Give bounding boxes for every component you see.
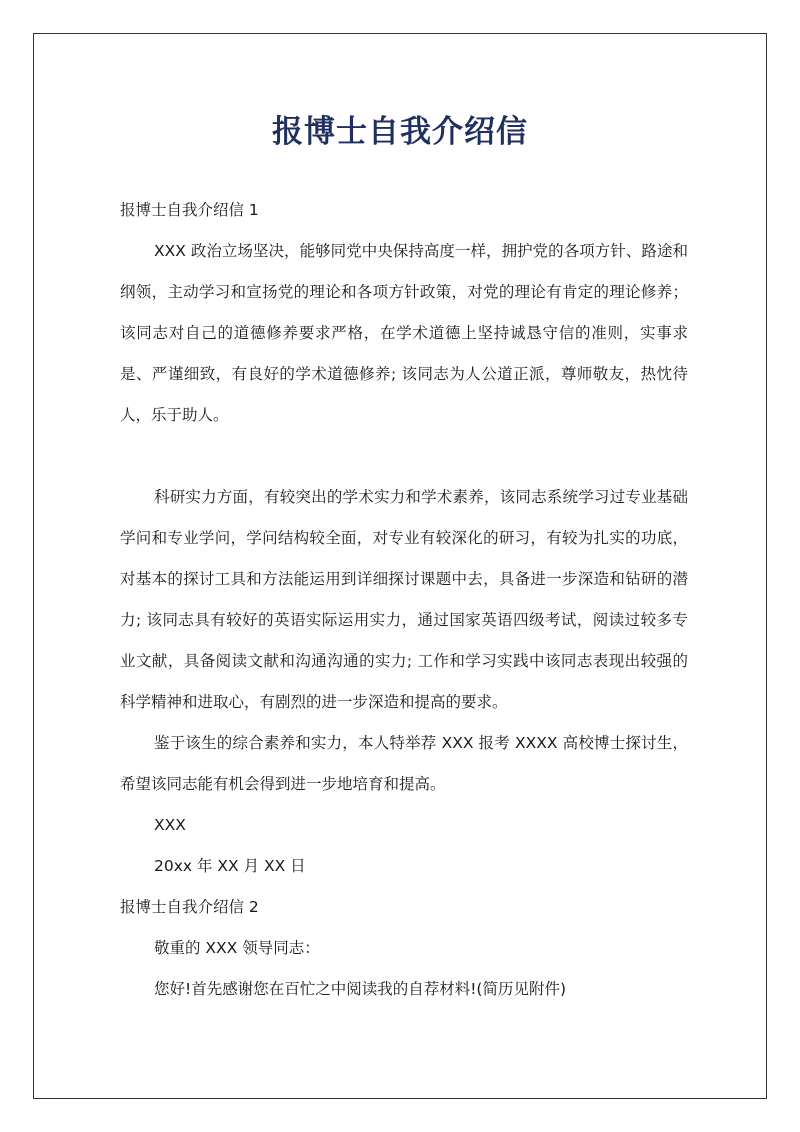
letter-date: 20xx 年 XX 月 XX 日 [154,857,306,875]
section-2-heading: 报博士自我介绍信 2 [120,898,259,916]
document-title: 报博士自我介绍信 [272,114,528,150]
salutation: 敬重的 XXX 领导同志： [154,939,320,957]
section-1-paragraph-2: 科研实力方面，有较突出的学术实力和学术素养，该同志系统学习过专业基础学问和专业学问，学问结构较全面，对专业有较深化的研习，有较为扎实的功底，对基本的探讨工具和方法能运用到详细探讨课题中去，具备进一步深造和钻研的潜力; 该同志具有较好的英语实际运用实力，通过国家英语四级考试，阅读过较多专业文献，具备阅读文献和沟通沟通的实力; 工作和学习实践中该同志表现出较强的科学精神和进取心，有剧烈的进一步深造和提高的要求。 [120,488,688,711]
section-1-paragraph-1: XXX 政治立场坚决，能够同党中央保持高度一样，拥护党的各项方针、路途和纲领，主动学习和宣扬党的理论和各项方针政策，对党的理论有肯定的理论修养；该同志对自己的道德修养要求严格，在学术道德上坚持诚恳守信的准则，实事求是、严谨细致，有良好的学术道德修养; 该同志为人公道正派，尊师敬友，热忱待人，乐于助人。 [120,242,688,424]
section-2-paragraph-1: 您好!首先感谢您在百忙之中阅读我的自荐材料!(简历见附件) [154,980,567,998]
document-body [120,190,688,1010]
signature: XXX [154,816,186,834]
section-1-paragraph-3: 鉴于该生的综合素养和实力，本人特举荐 XXX 报考 XXXX 高校博士探讨生，希望该同志能有机会得到进一步地培育和提高。 [120,734,688,793]
section-1-heading: 报博士自我介绍信 1 [120,201,259,219]
paragraph-spacer [120,436,688,477]
